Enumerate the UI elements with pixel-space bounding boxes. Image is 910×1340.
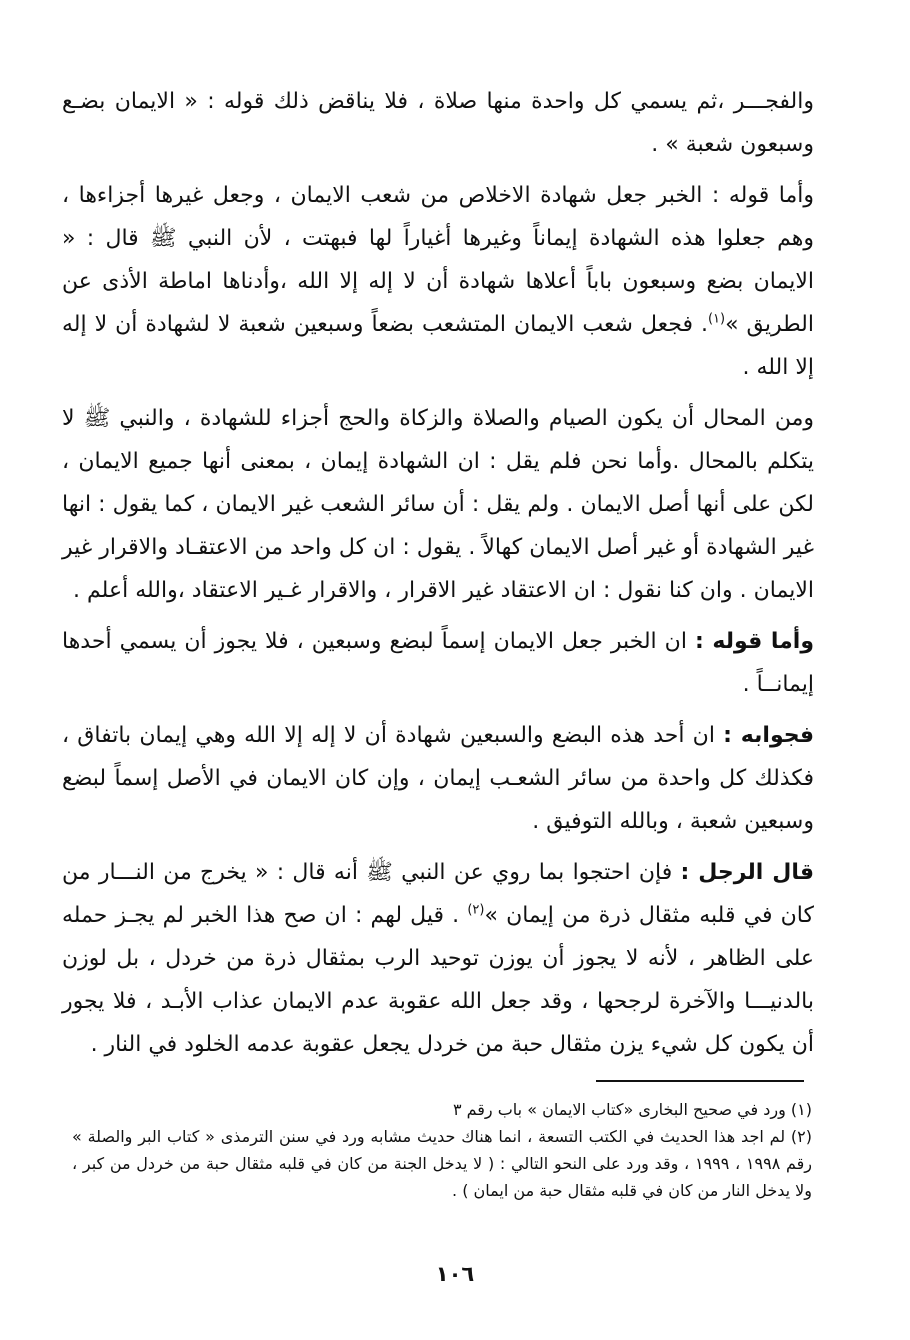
footnotes — [72, 1096, 812, 1204]
paragraph-2-end: . فجعل شعب الايمان المتشعب بضعاً وسبعين شعبة لا لشهادة أن لا إله إلا الله . — [62, 312, 814, 380]
paragraph-1-text: والفجـــر ،ثم يسمي كل واحدة منها صلاة ، فلا يناقض ذلك قوله : « الايمان بضـع وسبعون شعبة » . — [62, 89, 814, 157]
paragraph-2 — [62, 174, 814, 389]
main-text — [62, 80, 814, 1066]
footnote-1: (١) ورد في صحيح البخارى «كتاب الايمان » باب رقم ٣ — [452, 1100, 812, 1119]
paragraph-3 — [62, 397, 814, 612]
paragraph-3-text: ومن المحال أن يكون الصيام والصلاة والزكاة والحج أجزاء للشهادة ، والنبي ﷺ لا يتكلم بالمحال .وأما نحن فلم يقل : ان الشهادة إيمان ، بمعنى أنها جميع الايمان ، لكن على أنها أصل الايمان . ولم يقل : أن سائر الشعب غير الايمان ، كما يقول : انها غير الشهادة أو غير أصل الايمان كهالاً . يقول : ان كل واحد من الاعتقـاد والاقرار غير الايمان . وان كنا نقول : ان الاعتقاد غير الاقرار ، والاقرار غـير الاعتقاد ،والله أعلم . — [62, 406, 814, 603]
paragraph-6 — [62, 851, 814, 1066]
paragraph-6-text-a: فإن احتجوا بما روي عن النبي ﷺ أنه قال : « يخرج من النـــار من كان في قلبه مثقال ذرة من إيمان » — [62, 860, 814, 928]
paragraph-2-text: وأما قوله : الخبر جعل شهادة الاخلاص من شعب الايمان ، وجعل غيرها أجزاءها ، وهم جعلوا هذه الشهادة إيماناً وغيرها أغياراً لها فبهتت ، لأن النبي ﷺ قال : « الايمان بضع وسبعون باباً أعلاها شهادة أن لا إله إلا الله ،وأدناها اماطة الأذى عن الطريق » — [62, 183, 814, 337]
footnote-divider — [596, 1080, 804, 1082]
page-number: ١٠٦ — [435, 1262, 475, 1286]
footnote-ref-2: (٢) — [467, 902, 485, 918]
paragraph-5 — [62, 714, 814, 843]
paragraph-6-lead: قال الرجل : — [680, 860, 814, 885]
footnote-ref-1: (١) — [707, 311, 726, 327]
paragraph-4-text: ان الخبر جعل الايمان إسماً لبضع وسبعين ، فلا يجوز أن يسمي أحدها إيمانــاً . — [62, 629, 814, 697]
paragraph-4-lead: وأما قوله : — [694, 629, 815, 654]
paragraph-6-text-b: . قيل لهم : ان صح هذا الخبر لم يجـز حمله على الظاهر ، لأنه لا يجوز أن يوزن توحيد الرب بمثقال ذرة من خردل ، بل لوزن بالدنيـــا والآخرة لرجحها ، وقد جعل الله عقوبة عدم الايمان عذاب الأبـد ، فلا يجور أن يكون كل شيء يزن مثقال حبة من خردل يجعل عقوبة عدمه الخلود في النار . — [62, 903, 814, 1057]
paragraph-5-lead: فجوابه : — [723, 723, 815, 748]
paragraph-1 — [62, 80, 814, 166]
paragraph-4 — [62, 620, 814, 706]
footnote-2: (٢) لم اجد هذا الحديث في الكتب التسعة ، انما هناك حديث مشابه ورد في سنن الترمذى « كتاب البر والصلة » رقم ١٩٩٨ ، ١٩٩٩ ، وقد ورد على النحو التالي : ( لا يدخل الجنة من كان في قلبه مثقال حبة من خردل من كبر ، ولا يدخل النار من كان في قلبه مثقال حبة من ايمان ) . — [72, 1127, 813, 1200]
paragraph-5-text: ان أحد هذه البضع والسبعين شهادة أن لا إله إلا الله وهي إيمان باتفاق ، فكذلك كل واحدة من سائر الشعـب إيمان ، وإن كان الايمان في الأصل إسماً لبضع وسبعين شعبة ، وبالله التوفيق . — [62, 723, 814, 834]
